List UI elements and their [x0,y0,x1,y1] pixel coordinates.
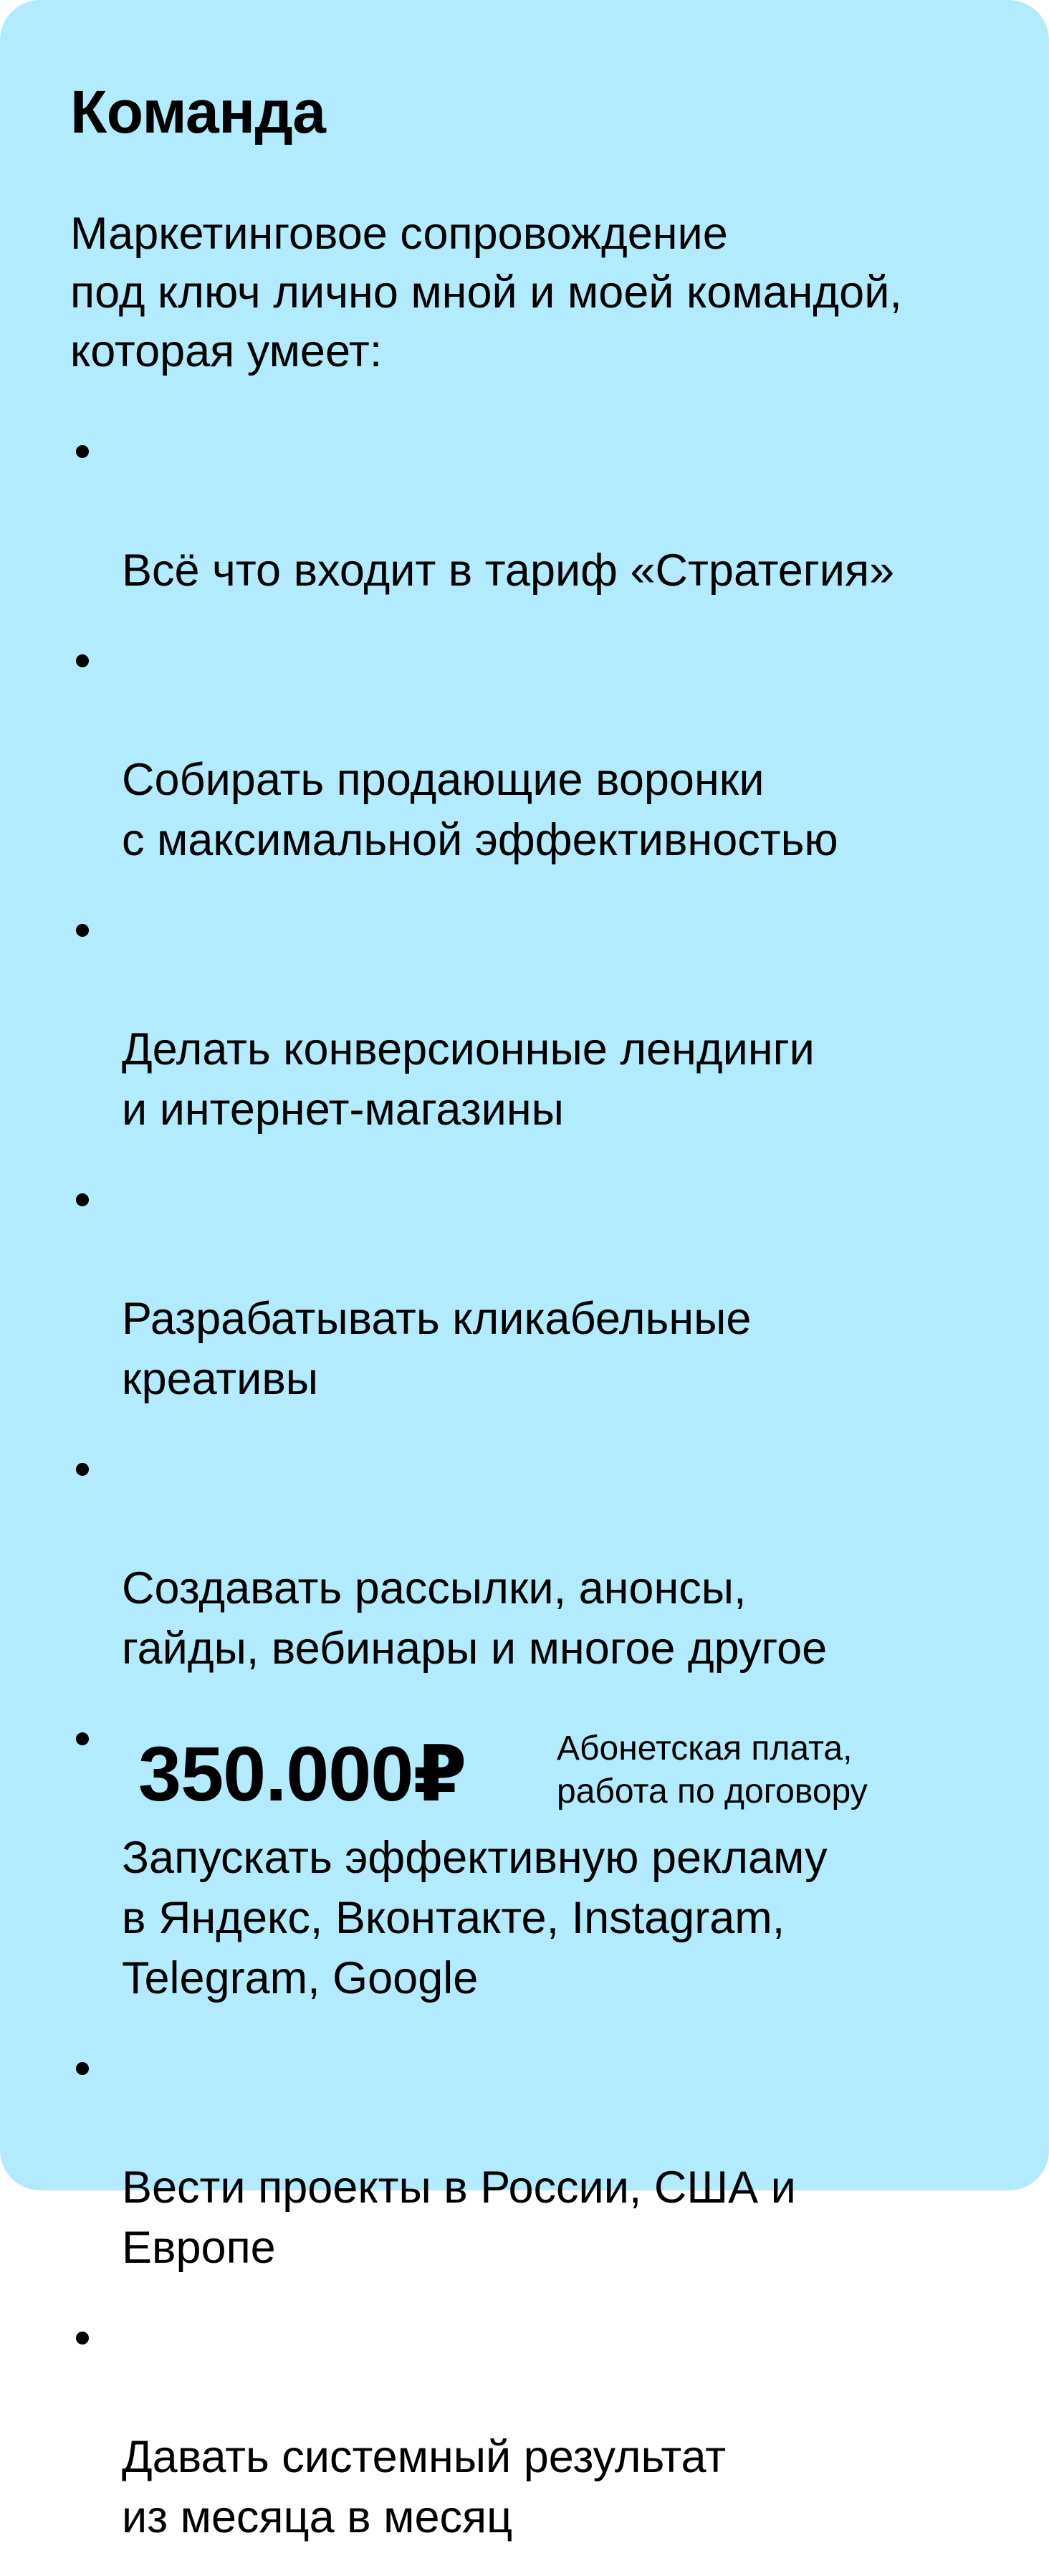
list-item-text: Давать системный результат из месяца в месяц [122,2432,727,2542]
list-item-text: Делать конверсионные лендинги и интернет-магазины [122,1024,815,1135]
bullet-icon [76,1193,89,1206]
bullet-icon [76,1732,89,1745]
bullet-icon [76,924,89,937]
bullet-icon [76,2332,89,2344]
list-item [70,2037,1016,2278]
list-item-text: Разрабатывать кликабельные креативы [122,1294,752,1404]
card-title: Команда [70,78,326,146]
list-item [70,1438,1016,1679]
list-item [70,629,1016,870]
list-item-text: Запускать эффективную рекламу в Яндекс, Вконтакте, Instagram, Telegram, Google [122,1833,828,2003]
list-item [70,899,1016,1140]
list-item [70,2307,1016,2547]
bullet-icon [76,654,89,667]
list-item-text: Создавать рассылки, анонсы, гайды, вебинары и многое другое [122,1563,828,1674]
feature-list [70,420,1016,2576]
list-item [70,420,1016,601]
bullet-icon [76,445,89,458]
bullet-icon [76,2062,89,2075]
list-item-text: Собирать продающие воронки с максимальной эффективностью [122,755,838,865]
list-item-text: Вести проекты в России, США и Европе [122,2162,796,2273]
price-note: Абонетская плата, работа по договору [557,1730,868,1811]
list-item [70,1168,1016,1409]
list-item-text: Всё что входит в тариф «Стратегия» [122,545,895,596]
bullet-icon [76,1463,89,1476]
card-intro: Маркетинговое сопровождение под ключ лично мной и моей командой, которая умеет: [70,209,902,376]
price-amount: 350.000₽ [138,1730,466,1817]
